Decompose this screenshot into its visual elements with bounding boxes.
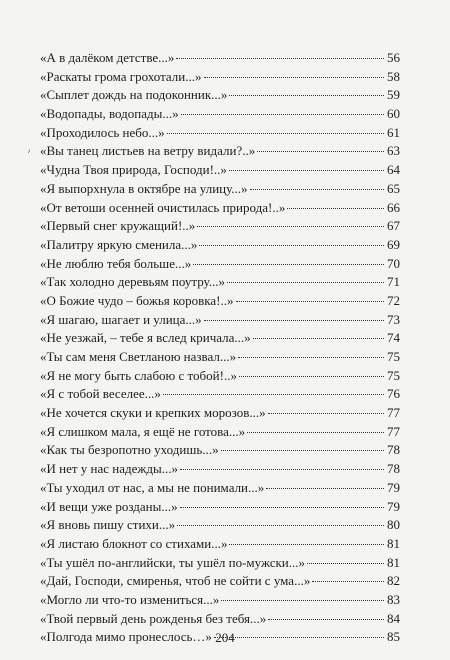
toc-entry-page: 61 [387, 124, 400, 140]
dot-leader [236, 301, 384, 302]
dot-leader [221, 450, 384, 451]
toc-entry-title: «Я вновь пишу стихи...» [40, 517, 176, 533]
toc-entry [40, 367, 400, 386]
dot-leader [229, 170, 384, 171]
toc-entry-title: «Водопады, водопады...» [40, 106, 179, 122]
toc-entry-page: 81 [387, 554, 400, 570]
toc-entry-title: «Сыплет дождь на подоконник...» [40, 87, 228, 103]
dot-leader [287, 208, 384, 209]
dot-leader [163, 394, 384, 395]
toc-entry-page: 67 [387, 218, 400, 234]
toc-entry-page: 69 [387, 236, 400, 252]
toc-entry [40, 423, 400, 442]
dot-leader [250, 189, 384, 190]
toc-entry-title: «Палитру яркую сменила...» [40, 236, 198, 252]
toc-entry-title: «Проходилось небо...» [40, 124, 165, 140]
toc-entry-page: 77 [387, 405, 400, 421]
toc-entry-page: 85 [387, 629, 400, 645]
toc-entry [40, 255, 400, 274]
dot-leader [204, 320, 384, 321]
dot-leader [197, 226, 384, 227]
dot-leader [221, 600, 384, 601]
toc-entry-title: «А в далёком детстве...» [40, 50, 175, 65]
toc-entry [40, 311, 400, 330]
toc-entry [40, 591, 400, 610]
toc-entry-page: 75 [387, 349, 400, 364]
margin-mark: ᐟ [26, 147, 34, 159]
toc-entry [40, 292, 400, 311]
dot-leader [177, 525, 384, 526]
toc-entry-page: 84 [387, 610, 400, 626]
toc-entry-page: 63 [387, 143, 400, 159]
toc-entry-page: 77 [387, 423, 400, 439]
toc-entry-title: «Я шагаю, шагает и улица...» [40, 311, 202, 327]
toc-entry-page: 76 [387, 386, 400, 402]
dot-leader [199, 245, 384, 246]
dot-leader [193, 264, 384, 265]
toc-entry-title: «Я с тобой веселее...» [40, 386, 161, 402]
toc-entry [40, 161, 400, 180]
toc-entry-page: 56 [387, 50, 400, 65]
toc-entry-title: «Полгода мимо пронеслось…» [40, 629, 212, 645]
toc-entry [40, 86, 400, 105]
toc-entry-page: 80 [387, 517, 400, 533]
toc-entry-page: 81 [387, 535, 400, 551]
dot-leader [167, 133, 384, 134]
dot-leader [268, 619, 384, 620]
table-of-contents [40, 49, 400, 647]
toc-entry [40, 516, 400, 535]
toc-entry-title: «Ты ушёл по-английски, ты ушёл по-мужски...» [40, 554, 305, 570]
toc-entry-page: 78 [387, 442, 400, 458]
page-number: 204 [215, 630, 235, 645]
toc-entry-page: 58 [387, 68, 400, 84]
dot-leader [227, 282, 384, 283]
dot-leader [312, 581, 384, 582]
dot-leader [229, 95, 384, 96]
toc-entry-title: «Не люблю тебя больше...» [40, 255, 192, 271]
toc-entry-title: «Я слишком мала, я ещё не готова...» [40, 423, 246, 439]
toc-entry-title: «Не хочется скуки и крепких морозов...» [40, 405, 266, 421]
toc-entry-title: «Я выпорхнула в октябре на улицу...» [40, 180, 248, 196]
toc-entry [40, 68, 400, 87]
toc-entry-page: 75 [387, 367, 400, 383]
dot-leader [204, 77, 385, 78]
toc-entry [40, 610, 400, 629]
toc-entry-title: «Первый снег кружащий!..» [40, 218, 196, 234]
toc-entry-page: 73 [387, 311, 400, 327]
toc-entry-title: «Могло ли что-то измениться...» [40, 591, 220, 607]
toc-entry-title: «Не уезжай, – тебе я вслед кричала...» [40, 330, 251, 346]
dot-leader [253, 338, 384, 339]
toc-entry-page: 71 [387, 274, 400, 290]
dot-leader [268, 413, 384, 414]
toc-entry [40, 49, 400, 68]
toc-entry-title: «Вы танец листьев на ветру видали?..» [40, 143, 256, 159]
toc-entry-title: «Как ты безропотно уходишь...» [40, 442, 219, 458]
toc-entry [40, 554, 400, 573]
dot-leader [176, 58, 384, 59]
toc-entry-page: 74 [387, 330, 400, 346]
toc-entry-page: 79 [387, 498, 400, 514]
toc-entry-title: «Раскаты грома грохотали...» [40, 68, 202, 84]
toc-entry-title: «Так холодно деревьям поутру...» [40, 274, 225, 290]
toc-entry-page: 66 [387, 199, 400, 215]
toc-entry [40, 142, 400, 161]
toc-entry-title: «Твой первый день рожденья без тебя...» [40, 610, 267, 626]
toc-entry [40, 348, 400, 367]
toc-entry-page: 65 [387, 180, 400, 196]
toc-entry-page: 83 [387, 591, 400, 607]
toc-entry-page: 59 [387, 87, 400, 103]
dot-leader [229, 544, 384, 545]
toc-entry-page: 79 [387, 479, 400, 495]
toc-entry [40, 404, 400, 423]
dot-leader [180, 507, 384, 508]
toc-entry [40, 217, 400, 236]
dot-leader [257, 151, 384, 152]
toc-entry-page: 72 [387, 292, 400, 308]
toc-entry-title: «От ветоши осенней очистилась природа!..» [40, 199, 286, 215]
toc-entry-page: 78 [387, 461, 400, 477]
toc-entry-page: 60 [387, 106, 400, 122]
toc-entry-page: 64 [387, 162, 400, 178]
toc-entry-title: «И нет у нас надежды...» [40, 461, 178, 477]
toc-entry [40, 273, 400, 292]
dot-leader [238, 357, 384, 358]
toc-entry [40, 572, 400, 591]
toc-entry [40, 498, 400, 517]
dot-leader [266, 488, 384, 489]
toc-entry-title: «Дай, Господи, смиренья, чтоб не сойти с ума...» [40, 573, 311, 589]
dot-leader [180, 469, 384, 470]
toc-entry-title: «И вещи уже розданы...» [40, 498, 178, 514]
toc-entry-title: «Я не могу быть слабою с тобой!..» [40, 367, 237, 383]
toc-entry-title: «Чудна Твоя природа, Господи!..» [40, 162, 227, 178]
toc-entry [40, 124, 400, 143]
toc-entry-title: «Ты уходил от нас, а мы не понимали...» [40, 479, 265, 495]
toc-entry-page: 70 [387, 255, 400, 271]
toc-entry [40, 441, 400, 460]
toc-entry [40, 105, 400, 124]
toc-entry [40, 385, 400, 404]
dot-leader [239, 376, 384, 377]
dot-leader [181, 114, 384, 115]
dot-leader [307, 563, 384, 564]
toc-entry-page: 82 [387, 573, 400, 589]
toc-entry-title: «О Божие чудо – божья коровка!..» [40, 292, 234, 308]
toc-entry [40, 479, 400, 498]
toc-entry [40, 329, 400, 348]
toc-entry [40, 236, 400, 255]
toc-entry-title: «Ты сам меня Светланою назвал...» [40, 349, 237, 364]
toc-entry [40, 460, 400, 479]
toc-entry [40, 180, 400, 199]
toc-entry-title: «Я листаю блокнот со стихами...» [40, 535, 228, 551]
toc-entry [40, 199, 400, 218]
toc-entry [40, 535, 400, 554]
dot-leader [247, 432, 384, 433]
